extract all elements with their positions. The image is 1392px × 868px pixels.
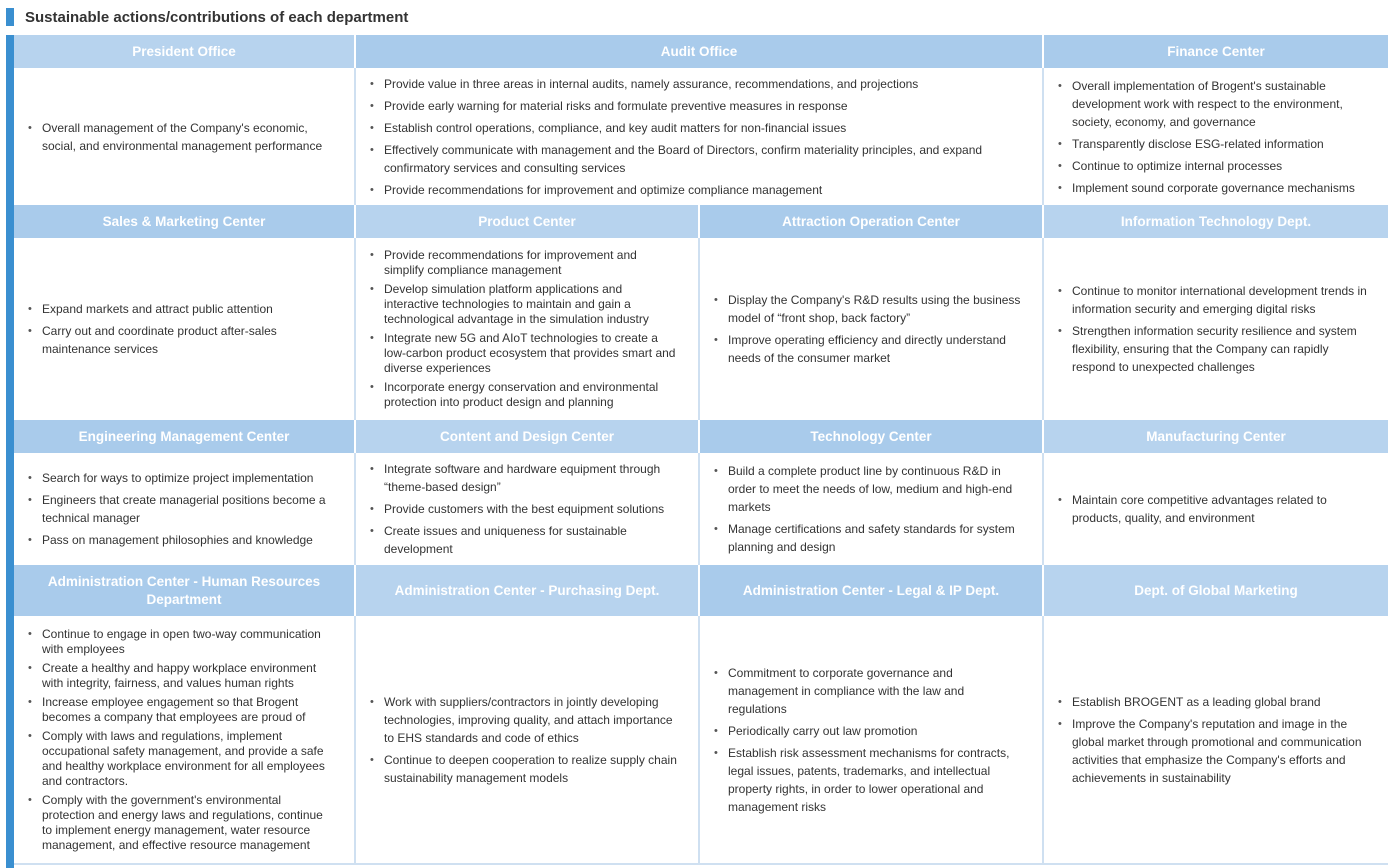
list-item: • Engineers that create managerial positions become a technical manager	[42, 491, 336, 527]
list-item: • Commitment to corporate governance and management in compliance with the law and regulations	[728, 664, 1024, 718]
list-item: • Improve operating efficiency and directly understand needs of the consumer market	[728, 331, 1024, 367]
list-content-design-center	[370, 460, 680, 558]
list-item: • Comply with the government's environmental protection and energy laws and regulations, continue to implement energy management, water resource management, and effective resource management	[42, 793, 336, 853]
cell-global-marketing	[1044, 616, 1388, 863]
department-table	[14, 35, 1388, 865]
cell-product-center	[356, 238, 700, 420]
list-attraction-operation-center	[714, 291, 1024, 367]
cell-manufacturing-center	[1044, 453, 1388, 565]
cell-information-technology-dept	[1044, 238, 1388, 420]
list-item: • Overall management of the Company's economic, social, and environmental management performance	[42, 119, 336, 155]
list-global-marketing	[1058, 693, 1370, 787]
list-item: • Create a healthy and happy workplace environment with integrity, fairness, and values human rights	[42, 661, 336, 691]
cell-sales-marketing-center	[14, 238, 356, 420]
list-item: • Work with suppliers/contractors in jointly developing technologies, improving quality, and attach importance to EHS standards and code of ethics	[384, 693, 680, 747]
list-administration-purchasing	[370, 693, 680, 787]
header-engineering-management-center: Engineering Management Center	[14, 420, 356, 453]
cell-administration-hr	[14, 616, 356, 863]
header-administration-hr: Administration Center - Human Resources Department	[14, 565, 356, 616]
header-attraction-operation-center: Attraction Operation Center	[700, 205, 1044, 238]
list-item: • Continue to engage in open two-way communication with employees	[42, 627, 336, 657]
list-item: • Integrate software and hardware equipment through “theme-based design”	[384, 460, 680, 496]
page-title: Sustainable actions/contributions of each department	[25, 8, 409, 26]
cell-administration-purchasing	[356, 616, 700, 863]
list-item: • Implement sound corporate governance mechanisms	[1072, 179, 1370, 197]
list-item: • Increase employee engagement so that Brogent becomes a company that employees are proud of	[42, 695, 336, 725]
section-title-row	[6, 8, 408, 26]
list-item: • Continue to deepen cooperation to realize supply chain sustainability management models	[384, 751, 680, 787]
list-item: • Effectively communicate with management and the Board of Directors, confirm materiality principles, and expand confirmatory services and consulting services	[384, 141, 1024, 177]
list-item: • Search for ways to optimize project implementation	[42, 469, 336, 487]
list-president-office	[28, 119, 336, 155]
list-item: • Manage certifications and safety standards for system planning and design	[728, 520, 1024, 556]
header-manufacturing-center: Manufacturing Center	[1044, 420, 1388, 453]
header-audit-office: Audit Office	[356, 35, 1044, 68]
header-product-center: Product Center	[356, 205, 700, 238]
list-item: • Provide value in three areas in internal audits, namely assurance, recommendations, and projections	[384, 75, 1024, 93]
list-item: • Continue to monitor international development trends in information security and emerging digital risks	[1072, 282, 1370, 318]
list-item: • Expand markets and attract public attention	[42, 300, 336, 318]
list-item: • Transparently disclose ESG-related information	[1072, 135, 1370, 153]
list-item: • Build a complete product line by continuous R&D in order to meet the needs of low, medium and high-end markets	[728, 462, 1024, 516]
list-administration-hr	[28, 627, 336, 853]
list-item: • Provide early warning for material risks and formulate preventive measures in response	[384, 97, 1024, 115]
list-item: • Periodically carry out law promotion	[728, 722, 1024, 740]
cell-attraction-operation-center	[700, 238, 1044, 420]
cell-president-office	[14, 68, 356, 205]
list-product-center	[370, 248, 680, 410]
header-administration-legal-ip: Administration Center - Legal & IP Dept.	[700, 565, 1044, 616]
list-administration-legal-ip	[714, 664, 1024, 816]
list-engineering-management-center	[28, 469, 336, 549]
header-global-marketing: Dept. of Global Marketing	[1044, 565, 1388, 616]
list-item: • Provide recommendations for improvement and optimize compliance management	[384, 181, 1024, 199]
list-technology-center	[714, 462, 1024, 556]
header-administration-purchasing: Administration Center - Purchasing Dept.	[356, 565, 700, 616]
list-item: • Establish BROGENT as a leading global brand	[1072, 693, 1370, 711]
title-accent-bar	[6, 8, 14, 26]
list-item: • Pass on management philosophies and knowledge	[42, 531, 336, 549]
header-information-technology-dept: Information Technology Dept.	[1044, 205, 1388, 238]
header-content-design-center: Content and Design Center	[356, 420, 700, 453]
list-item: • Develop simulation platform applications and interactive technologies to maintain and gain a technological advantage in the simulation industry	[384, 282, 680, 327]
list-manufacturing-center	[1058, 491, 1370, 527]
list-item: • Overall implementation of Brogent's sustainable development work with respect to the environment, society, economy, and governance	[1072, 77, 1370, 131]
list-finance-center	[1058, 77, 1370, 197]
list-item: • Strengthen information security resilience and system flexibility, ensuring that the Company can rapidly respond to unexpected challenges	[1072, 322, 1370, 376]
header-president-office: President Office	[14, 35, 356, 68]
list-item: • Carry out and coordinate product after-sales maintenance services	[42, 322, 336, 358]
list-item: • Provide customers with the best equipment solutions	[384, 500, 680, 518]
list-item: • Provide recommendations for improvement and simplify compliance management	[384, 248, 680, 278]
list-item: • Integrate new 5G and AIoT technologies to create a low-carbon product ecosystem that provides smart and diverse experiences	[384, 331, 680, 376]
header-sales-marketing-center: Sales & Marketing Center	[14, 205, 356, 238]
list-audit-office	[370, 75, 1024, 199]
header-finance-center: Finance Center	[1044, 35, 1388, 68]
header-technology-center: Technology Center	[700, 420, 1044, 453]
cell-audit-office	[356, 68, 1044, 205]
list-item: • Continue to optimize internal processes	[1072, 157, 1370, 175]
list-item: • Incorporate energy conservation and environmental protection into product design and planning	[384, 380, 680, 410]
list-item: • Establish control operations, compliance, and key audit matters for non-financial issues	[384, 119, 1024, 137]
cell-administration-legal-ip	[700, 616, 1044, 863]
list-item: • Improve the Company's reputation and image in the global market through promotional and communication activities that emphasize the Company's efforts and achievements in sustainability	[1072, 715, 1370, 787]
list-sales-marketing-center	[28, 300, 336, 358]
list-information-technology-dept	[1058, 282, 1370, 376]
cell-technology-center	[700, 453, 1044, 565]
cell-engineering-management-center	[14, 453, 356, 565]
list-item: • Display the Company's R&D results using the business model of “front shop, back factory”	[728, 291, 1024, 327]
cell-finance-center	[1044, 68, 1388, 205]
cell-content-design-center	[356, 453, 700, 565]
list-item: • Comply with laws and regulations, implement occupational safety management, and provide a safe and healthy workplace environment for all employees and contractors.	[42, 729, 336, 789]
list-item: • Create issues and uniqueness for sustainable development	[384, 522, 680, 558]
list-item: • Establish risk assessment mechanisms for contracts, legal issues, patents, trademarks, and intellectual property rights, in order to lower operational and management risks	[728, 744, 1024, 816]
list-item: • Maintain core competitive advantages related to products, quality, and environment	[1072, 491, 1370, 527]
left-accent-bar	[6, 35, 14, 868]
